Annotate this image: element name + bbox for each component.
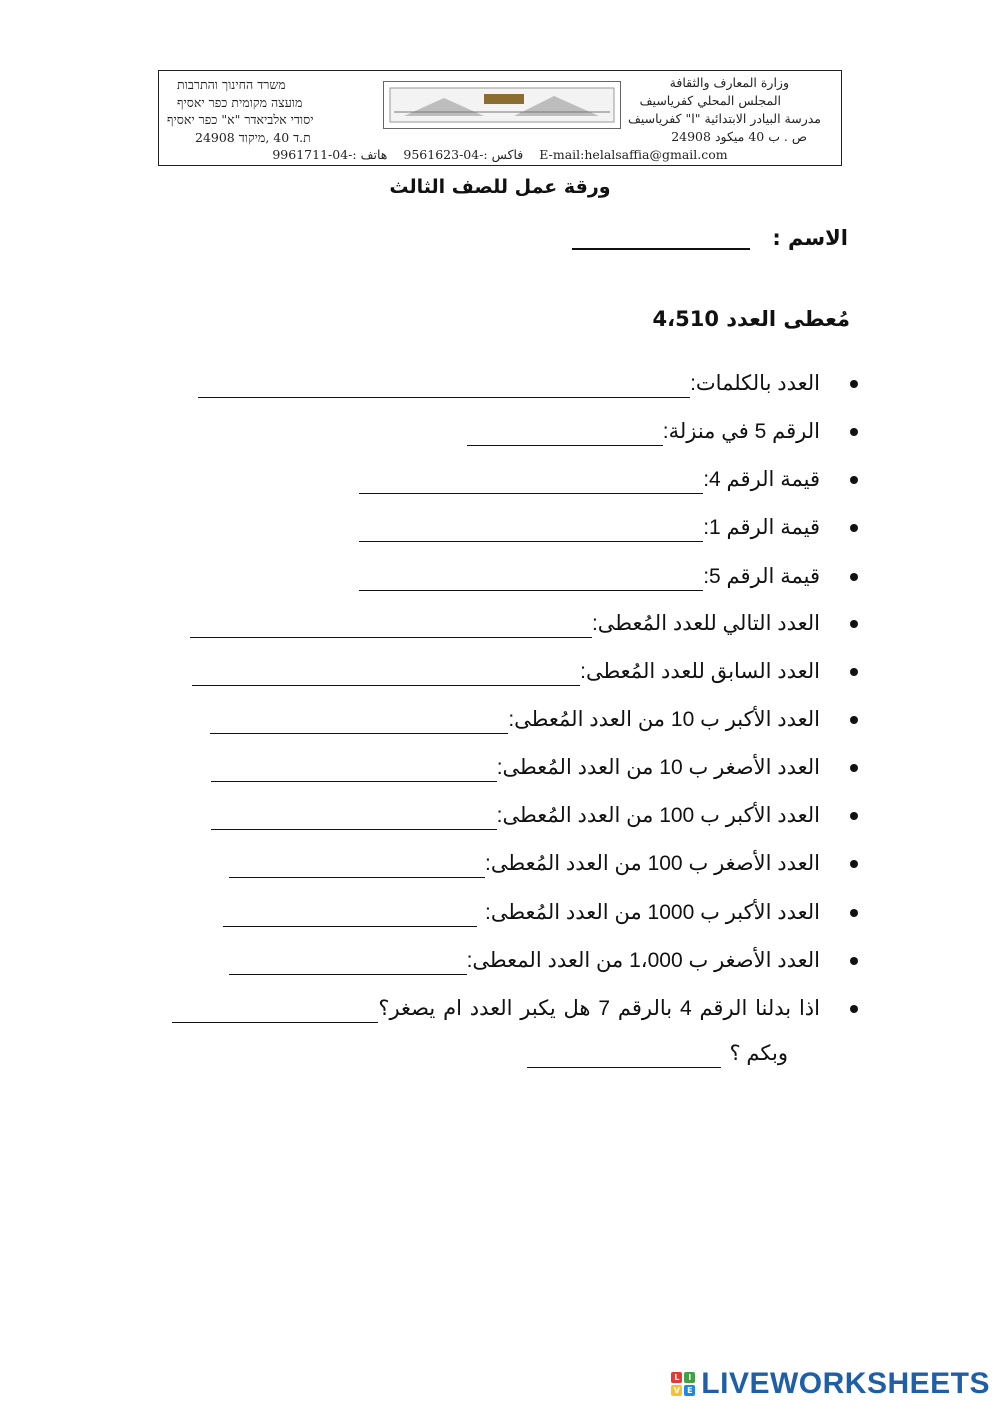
name-label: الاسم : xyxy=(772,226,848,250)
followup-text: وبكم ؟ xyxy=(729,1042,788,1065)
question-text: اذا بدلنا الرقم 4 بالرقم 7 هل يكبر العدد ام يصغر؟ xyxy=(378,997,820,1020)
name-row xyxy=(572,222,848,250)
question-row xyxy=(359,512,820,542)
bullet-icon xyxy=(850,957,858,965)
bullet-icon xyxy=(850,380,858,388)
bullet-icon xyxy=(850,476,858,484)
name-answer-blank[interactable] xyxy=(572,222,750,250)
followup-answer-blank[interactable] xyxy=(527,1043,721,1068)
answer-blank[interactable] xyxy=(210,709,508,734)
phone-text: هاتف :-04-9961711 xyxy=(272,147,388,162)
question-row xyxy=(210,704,820,734)
question-text: قيمة الرقم 5: xyxy=(703,565,820,588)
watermark-text: LIVEWORKSHEETS xyxy=(701,1367,990,1400)
bullet-icon xyxy=(850,428,858,436)
question-text: العدد بالكلمات: xyxy=(690,372,820,395)
question-row xyxy=(172,993,820,1023)
letterhead xyxy=(158,70,842,166)
question-text: العدد الأصغر ب 10 من العدد المُعطى: xyxy=(496,756,820,779)
bullet-icon xyxy=(850,764,858,772)
answer-blank[interactable] xyxy=(359,469,703,494)
liveworksheets-logo-icon: L I V E xyxy=(671,1372,695,1396)
question-row xyxy=(223,897,820,927)
answer-blank[interactable] xyxy=(229,853,485,878)
answer-blank[interactable] xyxy=(211,757,497,782)
question-row xyxy=(359,561,820,591)
question-row xyxy=(211,800,820,830)
question-row xyxy=(198,368,820,398)
answer-blank[interactable] xyxy=(229,950,467,975)
question-row xyxy=(229,945,820,975)
school-logo-graphic xyxy=(384,82,620,128)
arabic-line: ص . ب 40 ميكود 24908 xyxy=(671,129,807,144)
question-row xyxy=(211,752,820,782)
question-row xyxy=(359,464,820,494)
question-row xyxy=(229,848,820,878)
given-number-heading: مُعطى العدد 4،510 xyxy=(652,307,850,331)
hebrew-line: משרד החינוך והתרבות xyxy=(177,77,286,92)
followup-row xyxy=(527,1040,788,1068)
bullet-icon xyxy=(850,620,858,628)
question-row xyxy=(192,656,820,686)
question-text: العدد الأصغر ب 100 من العدد المُعطى: xyxy=(485,852,820,875)
question-text: العدد التالي للعدد المُعطى: xyxy=(591,612,820,635)
question-text: العدد الأكبر ب 10 من العدد المُعطى: xyxy=(508,708,820,731)
arabic-line: مدرسة البيادر الابتدائية "ا" كفرياسيف xyxy=(627,111,821,126)
hebrew-line: יסודי אלביאדר "א" כפר יאסיף xyxy=(167,112,314,127)
bullet-icon xyxy=(850,668,858,676)
answer-blank[interactable] xyxy=(467,421,663,446)
bullet-icon xyxy=(850,812,858,820)
hebrew-line: ת.ד 40 ,מיקוד 24908 xyxy=(195,130,311,145)
question-text: العدد الأصغر ب 1،000 من العدد المعطى: xyxy=(466,949,820,972)
answer-blank[interactable] xyxy=(192,661,580,686)
answer-blank[interactable] xyxy=(211,805,497,830)
answer-blank[interactable] xyxy=(172,998,378,1023)
answer-blank[interactable] xyxy=(223,902,477,927)
worksheet-title: ورقة عمل للصف الثالث xyxy=(389,176,611,198)
question-text: الرقم 5 في منزلة: xyxy=(662,420,820,443)
arabic-line: المجلس المحلي كفرياسيف xyxy=(639,93,781,108)
fax-text: فاكس :-04-9561623 xyxy=(403,147,524,162)
bullet-icon xyxy=(850,524,858,532)
question-row xyxy=(467,416,820,446)
bullet-icon xyxy=(850,909,858,917)
bullet-icon xyxy=(850,573,858,581)
answer-blank[interactable] xyxy=(198,373,690,398)
bullet-icon xyxy=(850,1005,858,1013)
answer-blank[interactable] xyxy=(190,613,592,638)
question-text: العدد السابق للعدد المُعطى: xyxy=(580,660,820,683)
question-row xyxy=(190,608,820,638)
arabic-line: وزارة المعارف والثقافة xyxy=(669,75,789,90)
answer-blank[interactable] xyxy=(359,517,703,542)
question-text: قيمة الرقم 1: xyxy=(703,516,820,539)
question-text: قيمة الرقم 4: xyxy=(703,468,820,491)
bullet-icon xyxy=(850,716,858,724)
bullet-icon xyxy=(850,860,858,868)
question-text: العدد الأكبر ب 100 من العدد المُعطى: xyxy=(496,804,820,827)
hebrew-line: מועצה מקומית כפר יאסיף xyxy=(177,95,303,110)
email-text: E-mail:helalsaffia@gmail.com xyxy=(539,147,728,162)
liveworksheets-watermark xyxy=(671,1367,990,1401)
question-text: العدد الأكبر ب 1000 من العدد المُعطى: xyxy=(484,901,820,924)
contact-line xyxy=(159,147,841,162)
answer-blank[interactable] xyxy=(359,566,703,591)
school-logo xyxy=(383,81,621,129)
